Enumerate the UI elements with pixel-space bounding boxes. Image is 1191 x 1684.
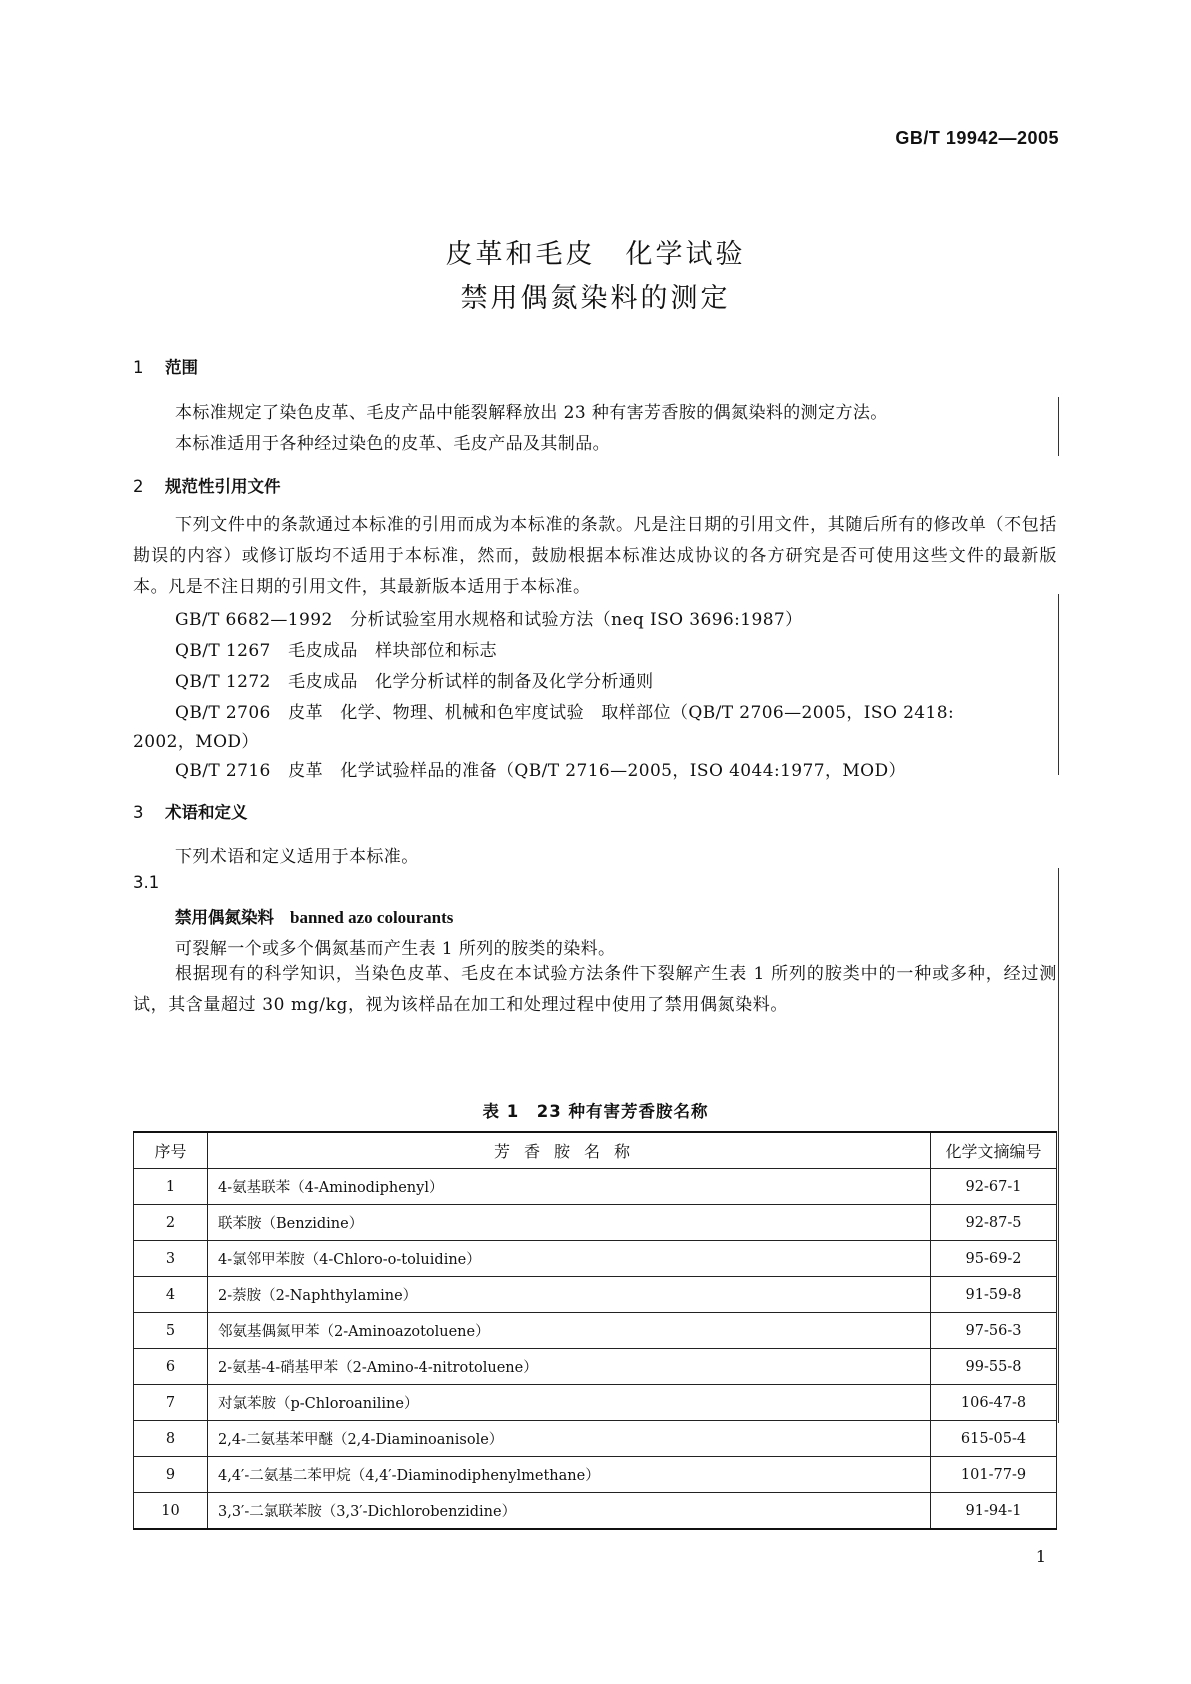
term-note: 根据现有的科学知识，当染色皮革、毛皮在本试验方法条件下裂解产生表 1 所列的胺类中的一种或多种，经过测试，其含量超过 30 mg/kg，视为该样品在加工和处理过程中使用了禁用偶氮染料。 xyxy=(133,964,1057,1015)
cell-seq: 3 xyxy=(134,1241,208,1277)
change-bar xyxy=(1058,594,1059,775)
section-2-heading xyxy=(133,473,281,497)
term-entry xyxy=(175,904,453,928)
section-3-heading xyxy=(133,799,248,823)
reference-item-continuation: 2002，MOD） xyxy=(133,732,259,752)
reference-item: QB/T 1272 毛皮成品 化学分析试样的制备及化学分析通则 xyxy=(175,672,654,692)
table-row xyxy=(134,1385,1057,1421)
aromatic-amines-table xyxy=(133,1131,1057,1530)
cell-name: 3,3′-二氯联苯胺（3,3′-Dichlorobenzidine） xyxy=(208,1493,931,1530)
reference-item: QB/T 1267 毛皮成品 样块部位和标志 xyxy=(175,641,497,661)
cell-cas: 95-69-2 xyxy=(931,1241,1057,1277)
term-chinese: 禁用偶氮染料 xyxy=(175,908,274,927)
terms-intro: 下列术语和定义适用于本标准。 xyxy=(175,847,419,867)
table-header-row xyxy=(134,1132,1057,1169)
term-definition: 可裂解一个或多个偶氮基而产生表 1 所列的胺类的染料。 xyxy=(175,939,616,959)
table-row xyxy=(134,1169,1057,1205)
cell-seq: 9 xyxy=(134,1457,208,1493)
scope-paragraph-1: 本标准规定了染色皮革、毛皮产品中能裂解释放出 23 种有害芳香胺的偶氮染料的测定方法。 xyxy=(175,403,888,423)
table-row xyxy=(134,1313,1057,1349)
cell-seq: 10 xyxy=(134,1493,208,1530)
normative-references-paragraph: 下列文件中的条款通过本标准的引用而成为本标准的条款。凡是注日期的引用文件，其随后所有的修改单（不包括勘误的内容）或修订版均不适用于本标准，然而，鼓励根据本标准达成协议的各方研究是否可使用这些文件的最新版本。凡是不注日期的引用文件，其最新版本适用于本标准。 xyxy=(133,515,1057,597)
cell-seq: 8 xyxy=(134,1421,208,1457)
cell-cas: 92-87-5 xyxy=(931,1205,1057,1241)
header-name: 芳香胺名称 xyxy=(208,1132,931,1169)
cell-cas: 101-77-9 xyxy=(931,1457,1057,1493)
cell-name: 邻氨基偶氮甲苯（2-Aminoazotoluene） xyxy=(208,1313,931,1349)
document-title-line2: 禁用偶氮染料的测定 xyxy=(460,283,731,314)
table-row xyxy=(134,1349,1057,1385)
cell-seq: 2 xyxy=(134,1205,208,1241)
table-row xyxy=(134,1421,1057,1457)
term-english: banned azo colourants xyxy=(290,908,454,927)
header-cas: 化学文摘编号 xyxy=(931,1132,1057,1169)
cell-cas: 92-67-1 xyxy=(931,1169,1057,1205)
cell-name: 4,4′-二氨基二苯甲烷（4,4′-Diaminodiphenylmethane） xyxy=(208,1457,931,1493)
table-row xyxy=(134,1493,1057,1530)
cell-cas: 99-55-8 xyxy=(931,1349,1057,1385)
section-number: 3 xyxy=(133,803,144,822)
document-title-line1: 皮革和毛皮 化学试验 xyxy=(445,239,746,270)
scope-paragraph-2: 本标准适用于各种经过染色的皮革、毛皮产品及其制品。 xyxy=(175,434,610,454)
cell-name: 对氯苯胺（p-Chloroaniline） xyxy=(208,1385,931,1421)
cell-name: 2-氨基-4-硝基甲苯（2-Amino-4-nitrotoluene） xyxy=(208,1349,931,1385)
cell-name: 4-氨基联苯（4-Aminodiphenyl） xyxy=(208,1169,931,1205)
cell-name: 4-氯邻甲苯胺（4-Chloro-o-toluidine） xyxy=(208,1241,931,1277)
section-number: 1 xyxy=(133,358,144,377)
cell-cas: 91-94-1 xyxy=(931,1493,1057,1530)
section-title: 规范性引用文件 xyxy=(165,477,281,496)
page-number: 1 xyxy=(1035,1547,1046,1566)
cell-cas: 97-56-3 xyxy=(931,1313,1057,1349)
change-bar xyxy=(1058,397,1059,456)
header-seq: 序号 xyxy=(134,1132,208,1169)
standard-number: GB/T 19942—2005 xyxy=(895,128,1059,148)
table-row xyxy=(134,1457,1057,1493)
cell-name: 联苯胺（Benzidine） xyxy=(208,1205,931,1241)
table-row xyxy=(134,1241,1057,1277)
cell-seq: 1 xyxy=(134,1169,208,1205)
cell-cas: 91-59-8 xyxy=(931,1277,1057,1313)
section-title: 范围 xyxy=(165,358,198,377)
table-title: 表 1 23 种有害芳香胺名称 xyxy=(482,1102,709,1121)
table-row xyxy=(134,1277,1057,1313)
clause-number: 3.1 xyxy=(133,873,160,892)
cell-cas: 615-05-4 xyxy=(931,1421,1057,1457)
reference-item: QB/T 2706 皮革 化学、物理、机械和色牢度试验 取样部位（QB/T 2706—2005，ISO 2418: xyxy=(175,703,955,723)
cell-seq: 6 xyxy=(134,1349,208,1385)
cell-seq: 5 xyxy=(134,1313,208,1349)
change-bar xyxy=(1058,868,1059,1423)
section-1-heading xyxy=(133,354,198,378)
cell-name: 2-萘胺（2-Naphthylamine） xyxy=(208,1277,931,1313)
cell-seq: 7 xyxy=(134,1385,208,1421)
cell-name: 2,4-二氨基苯甲醚（2,4-Diaminoanisole） xyxy=(208,1421,931,1457)
cell-cas: 106-47-8 xyxy=(931,1385,1057,1421)
section-number: 2 xyxy=(133,477,144,496)
cell-seq: 4 xyxy=(134,1277,208,1313)
section-title: 术语和定义 xyxy=(165,803,248,822)
reference-item: GB/T 6682—1992 分析试验室用水规格和试验方法（neq ISO 3696:1987） xyxy=(175,610,803,630)
reference-item: QB/T 2716 皮革 化学试验样品的准备（QB/T 2716—2005，ISO 4044:1977，MOD） xyxy=(175,761,906,781)
table-row xyxy=(134,1205,1057,1241)
